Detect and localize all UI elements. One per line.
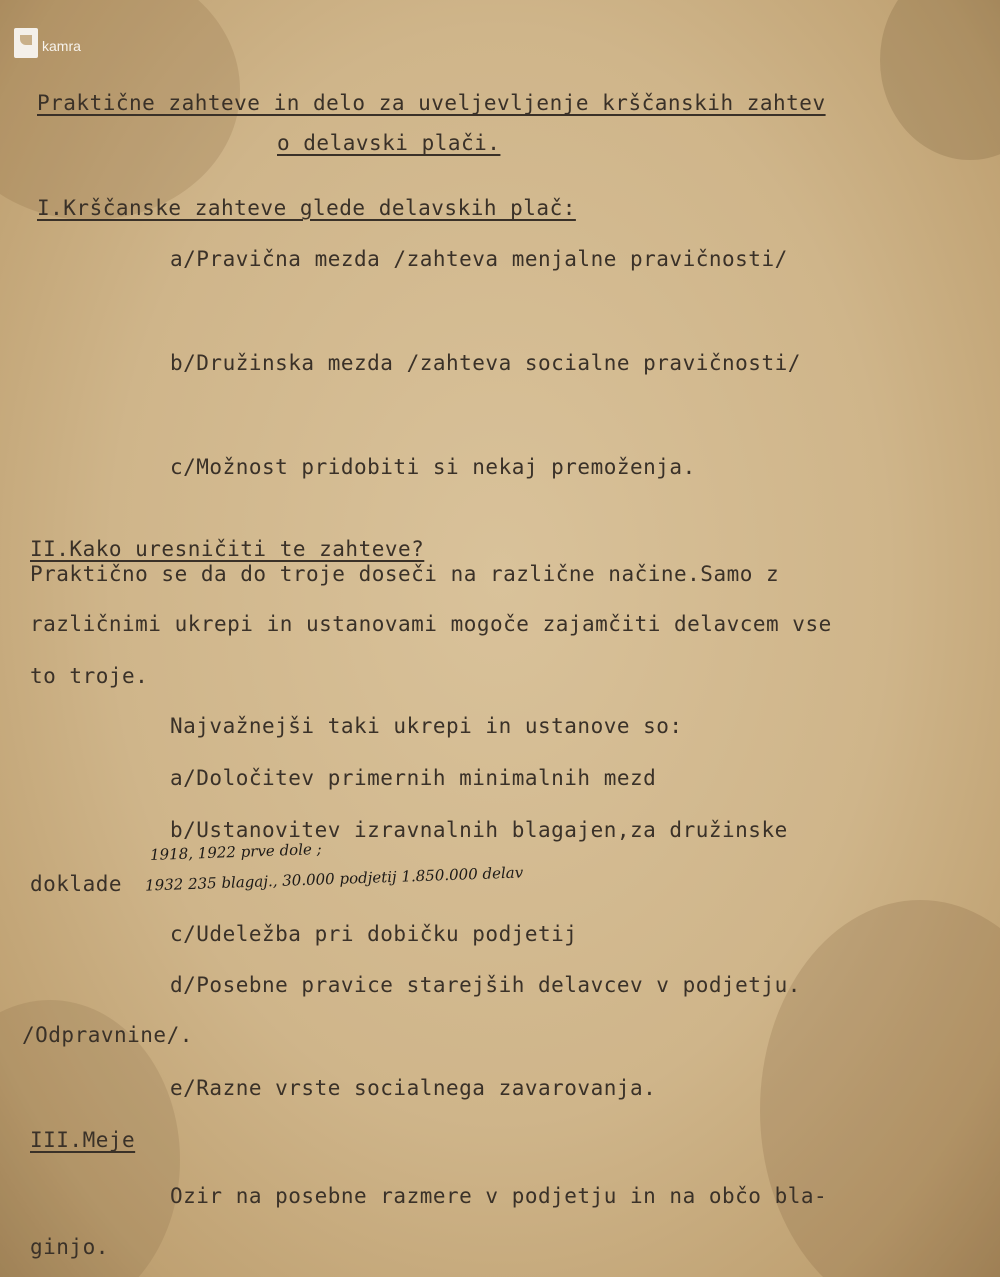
section-3-heading: III.Meje: [30, 1128, 136, 1152]
section-2-item-c: c/Udeležba pri dobičku podjetij: [170, 922, 578, 946]
kamra-logo: [8, 28, 118, 62]
section-2-item-a: a/Določitev primernih minimalnih mezd: [170, 766, 657, 790]
section-1-heading: I.Krščanske zahteve glede delavskih plač:: [37, 196, 576, 220]
section-2-paragraph-line-3: to troje.: [30, 664, 149, 688]
section-2-item-b-continued: doklade: [30, 872, 123, 896]
section-3-paragraph-line-2: ginjo.: [30, 1235, 109, 1259]
kamra-logo-icon: [14, 28, 38, 58]
paper-stain: [760, 900, 1000, 1277]
paper-stain: [880, 0, 1000, 160]
handwritten-note-1: 1918, 1922 prve dole ;: [149, 840, 322, 864]
logo-text: kamra: [42, 38, 81, 54]
section-2-intro: Najvažnejši taki ukrepi in ustanove so:: [170, 714, 683, 738]
section-2-item-e: e/Razne vrste socialnega zavarovanja.: [170, 1076, 657, 1100]
section-3-paragraph-line-1: Ozir na posebne razmere v podjetju in na občo bla-: [170, 1184, 828, 1208]
section-2-item-d-continued: /Odpravnine/.: [22, 1023, 193, 1047]
document-title-line-1: Praktične zahteve in delo za uveljevljenje krščanskih zahtev: [37, 91, 826, 115]
section-2-paragraph-line-1: Praktično se da do troje doseči na različne načine.Samo z: [30, 562, 780, 586]
section-1-item-a: a/Pravična mezda /zahteva menjalne pravičnosti/: [170, 247, 788, 271]
section-2-paragraph-line-2: različnimi ukrepi in ustanovami mogoče zajamčiti delavcem vse: [30, 612, 832, 636]
section-2-heading: II.Kako uresničiti te zahteve?: [30, 537, 425, 561]
section-2-item-d: d/Posebne pravice starejših delavcev v podjetju.: [170, 973, 801, 997]
handwritten-note-2: 1932 235 blagaj., 30.000 podjetij 1.850.000 delav: [144, 863, 524, 895]
section-2-item-b: b/Ustanovitev izravnalnih blagajen,za družinske: [170, 818, 788, 842]
section-1-item-c: c/Možnost pridobiti si nekaj premoženja.: [170, 455, 696, 479]
document-title-line-2: o delavski plači.: [277, 131, 501, 155]
section-1-item-b: b/Družinska mezda /zahteva socialne pravičnosti/: [170, 351, 801, 375]
